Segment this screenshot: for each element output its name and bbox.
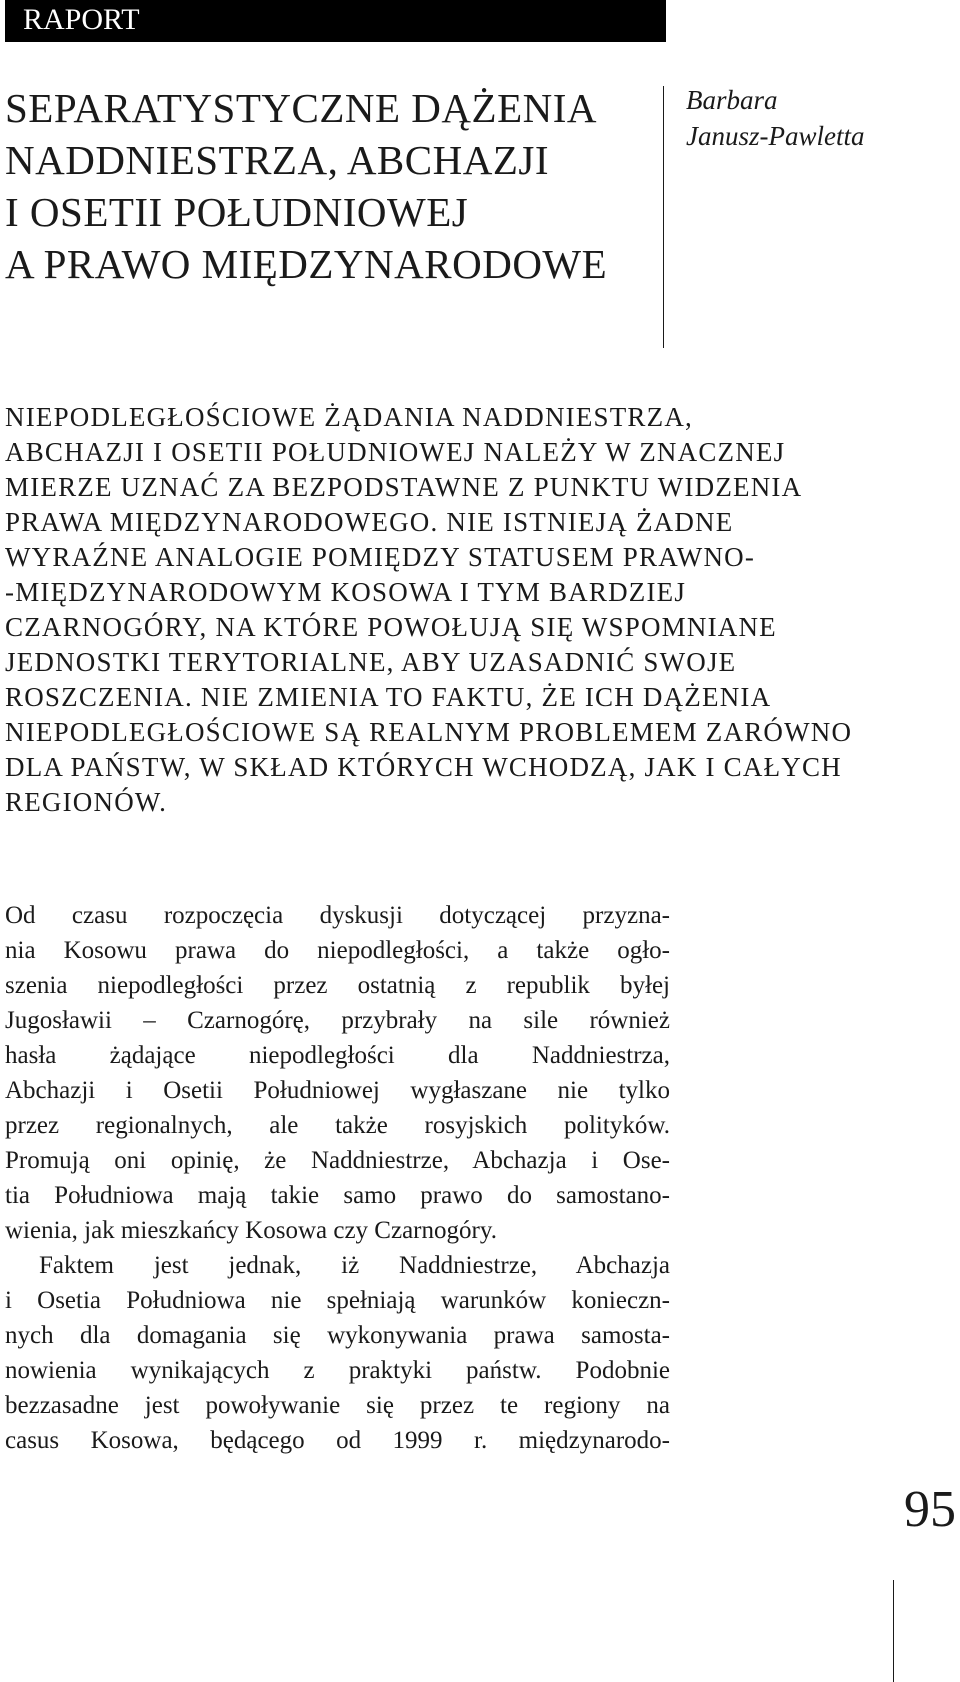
lead-line: NIEPODLEGŁOŚCIOWE SĄ REALNYM PROBLEMEM ZARÓWNO	[5, 717, 853, 747]
title-divider	[663, 86, 664, 348]
section-label: RAPORT	[5, 0, 666, 42]
body-line: nowienia wynikających z praktyki państw. Podobnie	[5, 1357, 670, 1384]
lead-line: JEDNOSTKI TERYTORIALNE, ABY UZASADNIĆ SWOJE	[5, 647, 737, 677]
lead-line: MIERZE UZNAĆ ZA BEZPODSTAWNE Z PUNKTU WIDZENIA	[5, 472, 803, 502]
lead-line: NIEPODLEGŁOŚCIOWE ŻĄDANIA NADDNIESTRZA,	[5, 402, 693, 432]
body-line: bezzasadne jest powoływanie się przez te regiony na	[5, 1392, 670, 1419]
body-line: nych dla domagania się wykonywania prawa samosta-	[5, 1322, 670, 1349]
body-line: przez regionalnych, ale także rosyjskich polityków.	[5, 1112, 670, 1139]
lead-line: DLA PAŃSTW, W SKŁAD KTÓRYCH WCHODZĄ, JAK I CAŁYCH	[5, 752, 842, 782]
body-line: szenia niepodległości przez ostatnią z republik byłej	[5, 972, 670, 999]
lead-line: ROSZCZENIA. NIE ZMIENIA TO FAKTU, ŻE ICH DĄŻENIA	[5, 682, 772, 712]
body-line: Faktem jest jednak, iż Naddniestrze, Abchazja	[39, 1252, 670, 1279]
lead-line: WYRAŹNE ANALOGIE POMIĘDZY STATUSEM PRAWNO-	[5, 542, 756, 572]
lead-line: PRAWA MIĘDZYNARODOWEGO. NIE ISTNIEJĄ ŻADNE	[5, 507, 734, 537]
title-line: I OSETII POŁUDNIOWEJ	[5, 189, 469, 235]
body-line: Promują oni opinię, że Naddniestrze, Abchazja i Ose-	[5, 1147, 670, 1174]
article-title	[5, 82, 655, 290]
title-line: SEPARATYSTYCZNE DĄŻENIA	[5, 85, 597, 131]
body-line: casus Kosowa, będącego od 1999 r. międzynarodo-	[5, 1427, 670, 1454]
body-line: wienia, jak mieszkańcy Kosowa czy Czarnogóry.	[5, 1217, 497, 1244]
author-line: Janusz-Pawletta	[686, 121, 865, 151]
page-number: 95	[904, 1481, 956, 1538]
title-line: A PRAWO MIĘDZYNARODOWE	[5, 241, 608, 287]
body-line: hasła żądające niepodległości dla Naddniestrza,	[5, 1042, 670, 1069]
author-line: Barbara	[686, 85, 778, 115]
body-line: tia Południowa mają takie samo prawo do samostano-	[5, 1182, 670, 1209]
lead-paragraph	[5, 400, 905, 820]
body-line: i Osetia Południowa nie spełniają warunków konieczn-	[5, 1287, 670, 1314]
author-name	[686, 82, 864, 154]
title-line: NADDNIESTRZA, ABCHAZJI	[5, 137, 549, 183]
lead-line: ABCHAZJI I OSETII POŁUDNIOWEJ NALEŻY W ZNACZNEJ	[5, 437, 786, 467]
body-text	[5, 898, 670, 1458]
page-divider	[893, 1580, 894, 1682]
lead-line: REGIONÓW.	[5, 787, 168, 817]
body-line: Od czasu rozpoczęcia dyskusji dotyczącej przyzna-	[5, 902, 670, 929]
body-line: Jugosławii – Czarnogórę, przybrały na sile również	[5, 1007, 670, 1034]
body-line: Abchazji i Osetii Południowej wygłaszane nie tylko	[5, 1077, 670, 1104]
lead-line: CZARNOGÓRY, NA KTÓRE POWOŁUJĄ SIĘ WSPOMNIANE	[5, 612, 777, 642]
lead-line: -MIĘDZYNARODOWYM KOSOWA I TYM BARDZIEJ	[5, 577, 687, 607]
body-line: nia Kosowu prawa do niepodległości, a także ogło-	[5, 937, 670, 964]
